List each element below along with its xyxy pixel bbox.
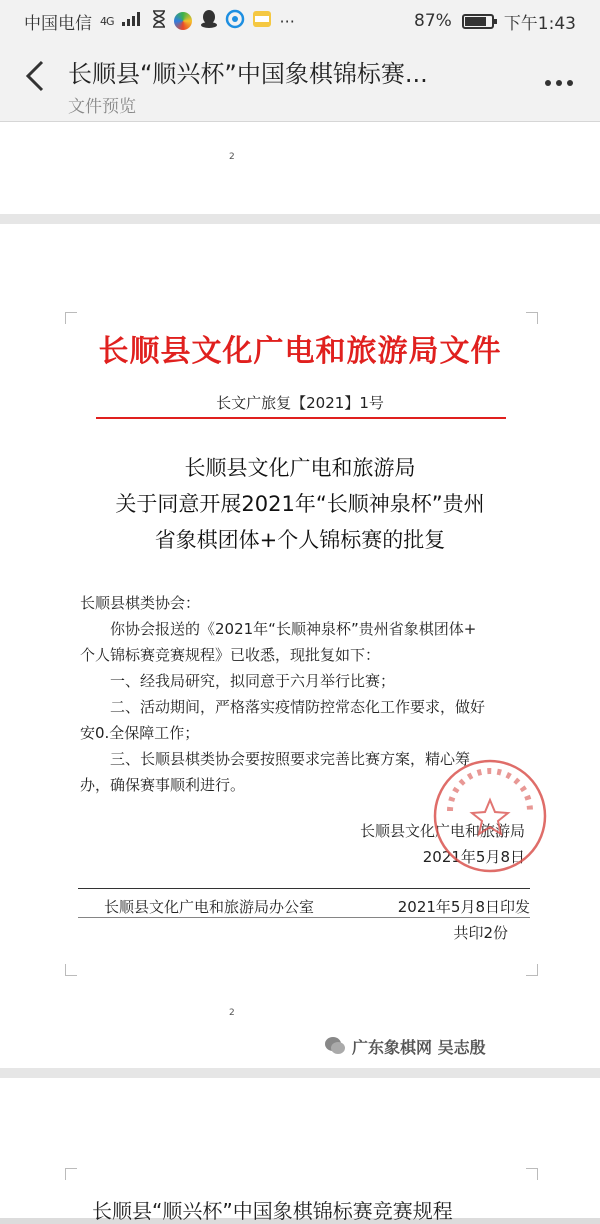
qq-icon: [200, 9, 218, 34]
back-button[interactable]: [18, 60, 52, 100]
page-number: 2: [229, 1008, 235, 1018]
crop-mark: [65, 964, 77, 976]
page-subtitle: 文件预览: [68, 97, 136, 117]
body-line: 三、长顺县棋类协会要按照要求完善比赛方案，精心筹: [110, 750, 471, 768]
crop-mark: [65, 312, 77, 324]
crop-mark: [65, 1168, 77, 1180]
doc-title-line: 关于同意开展2021年“长顺神泉杯”贵州: [115, 492, 485, 516]
app-icon-badge: [252, 10, 272, 33]
doc-title-line: 省象棋团体+个人锦标赛的批复: [154, 528, 446, 552]
page-title: 长顺县“顺兴杯”中国象棋锦标赛...: [68, 60, 428, 88]
wechat-icon: [324, 1035, 346, 1057]
red-divider: [96, 417, 506, 419]
app-header: [0, 42, 600, 122]
body-line: 安0.全保障工作；: [80, 724, 200, 742]
document-page-2: [0, 224, 600, 1068]
footer-date: 2021年5月8日印发: [397, 898, 530, 916]
more-notifications-icon: ···: [279, 11, 295, 31]
crop-mark: [526, 1168, 538, 1180]
document-number: 长文广旅复【2021】1号: [216, 394, 384, 412]
document-page-3: [0, 1078, 600, 1223]
body-line: 一、经我局研究，拟同意于六月举行比赛；: [110, 672, 396, 690]
page-number: 2: [229, 152, 235, 162]
footer-mid-rule: [78, 917, 530, 918]
document-page-1: [0, 122, 600, 214]
copies-count: 共印2份: [453, 924, 508, 942]
battery-level-fill: [465, 17, 486, 26]
watermark: [318, 1032, 492, 1060]
hourglass-icon: [152, 10, 166, 33]
clock: 下午1:43: [503, 13, 576, 34]
watermark-text: 广东象棋网 吴志殷: [352, 1037, 486, 1057]
signal-icon: 4G: [100, 14, 114, 28]
more-options-button[interactable]: [544, 68, 574, 88]
issuer-heading: 长顺县文化广电和旅游局文件: [98, 334, 502, 369]
crop-mark: [526, 964, 538, 976]
carrier-label: 中国电信: [24, 13, 92, 34]
footer-office: 长顺县文化广电和旅游局办公室: [104, 898, 315, 916]
crop-mark: [526, 312, 538, 324]
document-viewer[interactable]: [0, 122, 600, 1223]
page3-title: 长顺县“顺兴杯”中国象棋锦标赛竞赛规程: [92, 1199, 453, 1223]
body-line: 你协会报送的《2021年“长顺神泉杯”贵州省象棋团体+: [110, 620, 477, 638]
body-line: 办，确保赛事顺利进行。: [80, 776, 246, 794]
battery-percent: 87%: [414, 11, 452, 31]
signature: 长顺县文化广电和旅游局: [359, 822, 525, 840]
chevron-left-icon: [25, 60, 45, 92]
salutation: 长顺县棋类协会：: [80, 594, 201, 612]
browser-icon: [226, 10, 244, 33]
signal-bars-icon: [122, 11, 144, 31]
battery-icon: [462, 14, 494, 29]
body-line: 个人锦标赛竞赛规程》已收悉，现批复如下：: [80, 646, 381, 664]
app-icon-color: [174, 12, 192, 30]
doc-title-line: 长顺县文化广电和旅游局: [184, 456, 416, 480]
more-icon: [544, 79, 574, 87]
status-bar: [0, 0, 600, 42]
body-line: 二、活动期间，严格落实疫情防控常态化工作要求，做好: [110, 698, 486, 716]
official-seal-stamp: [430, 756, 550, 876]
footer-top-rule: [78, 888, 530, 889]
sign-date: 2021年5月8日: [422, 848, 525, 866]
